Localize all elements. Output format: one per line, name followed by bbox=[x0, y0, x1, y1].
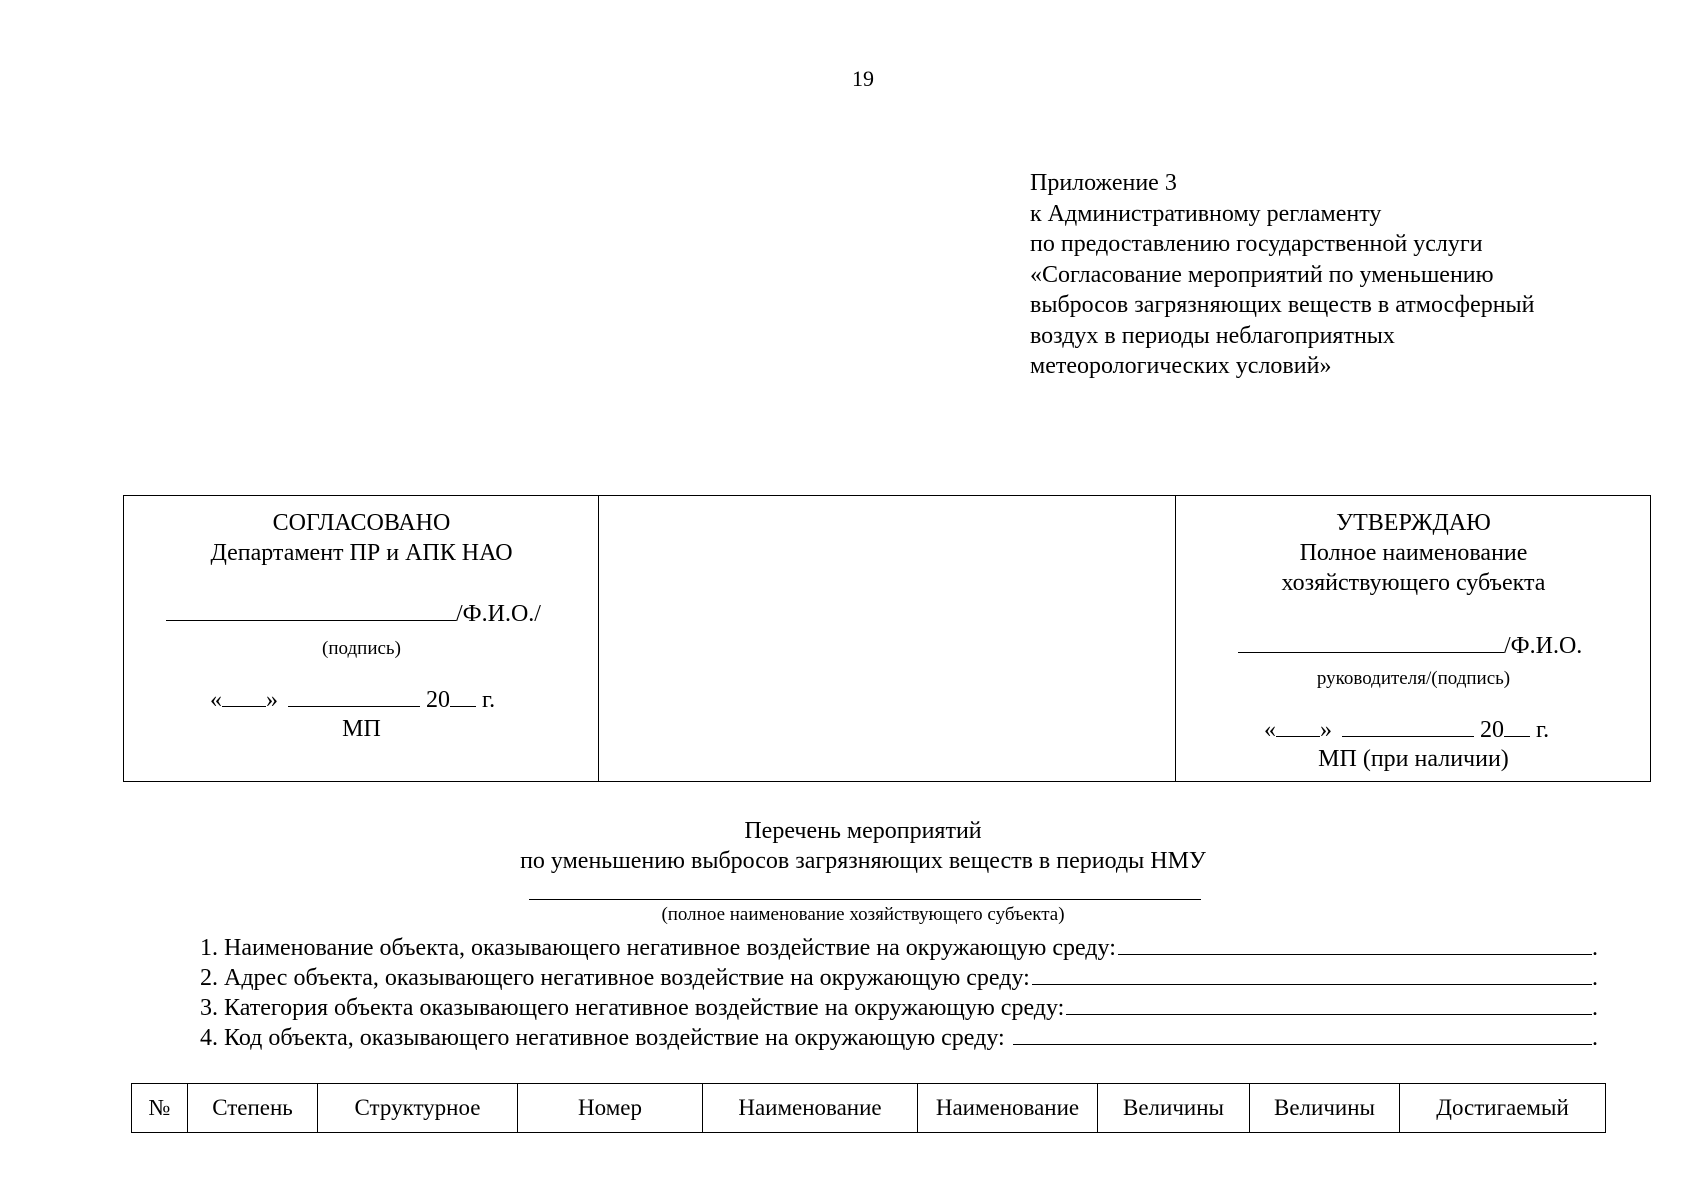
list-item bbox=[200, 932, 1600, 962]
item-label: 4. Код объекта, оказывающего негативное воздействие на окружающую среду: bbox=[200, 1025, 1005, 1051]
day-blank bbox=[222, 684, 266, 707]
approve-cell bbox=[1176, 496, 1651, 782]
agreed-signature-caption: (подпись) bbox=[322, 638, 401, 659]
page-number: 19 bbox=[852, 66, 874, 91]
measures-table bbox=[131, 1083, 1606, 1133]
year-prefix: 20 bbox=[426, 687, 450, 713]
subject-name-line bbox=[529, 899, 1201, 900]
approve-name-line1: Полное наименование bbox=[1299, 540, 1528, 566]
list-title-line2: по уменьшению выбросов загрязняющих веществ в периоды НМУ bbox=[520, 848, 1206, 874]
list-title-line1: Перечень мероприятий bbox=[744, 818, 982, 844]
table-header-cell: Наименование bbox=[918, 1084, 1098, 1133]
item-blank bbox=[1013, 1022, 1592, 1045]
agreed-signature-row bbox=[166, 598, 541, 629]
list-item bbox=[200, 962, 1600, 992]
item-end: . bbox=[1592, 995, 1598, 1021]
table-header-cell: Степень bbox=[188, 1084, 318, 1133]
list-title bbox=[0, 816, 1698, 876]
object-items bbox=[200, 932, 1600, 1052]
appendix-line: метеорологических условий» bbox=[1030, 353, 1332, 379]
agreed-title: СОГЛАСОВАНО bbox=[272, 510, 451, 536]
table-header-cell: Наименование bbox=[703, 1084, 918, 1133]
approval-table bbox=[123, 495, 1651, 782]
appendix-block bbox=[1030, 168, 1650, 382]
signature-blank bbox=[1238, 630, 1504, 653]
approve-date-row bbox=[1264, 714, 1549, 745]
table-header-cell: Структурное bbox=[318, 1084, 518, 1133]
agreed-date-row bbox=[210, 684, 495, 715]
table-header-cell: № bbox=[132, 1084, 188, 1133]
approve-signature-row bbox=[1238, 630, 1582, 661]
appendix-line: «Согласование мероприятий по уменьшению bbox=[1030, 261, 1494, 288]
item-blank bbox=[1118, 932, 1592, 955]
item-label: 2. Адрес объекта, оказывающего негативное воздействие на окружающую среду: bbox=[200, 965, 1030, 991]
item-label: 3. Категория объекта оказывающего негативное воздействие на окружающую среду: bbox=[200, 995, 1065, 1021]
item-end: . bbox=[1592, 935, 1598, 961]
agreed-fio: /Ф.И.О./ bbox=[456, 601, 541, 627]
date-open-quote: « bbox=[1264, 717, 1276, 743]
year-prefix: 20 bbox=[1480, 717, 1504, 743]
table-header-cell: Номер bbox=[518, 1084, 703, 1133]
appendix-line: к Административному регламенту bbox=[1030, 200, 1382, 227]
appendix-line: Приложение 3 bbox=[1030, 170, 1177, 196]
approve-fio: /Ф.И.О. bbox=[1504, 633, 1583, 659]
agreed-cell bbox=[124, 496, 599, 782]
approve-stamp: МП (при наличии) bbox=[1318, 746, 1509, 772]
agreed-department: Департамент ПР и АПК НАО bbox=[210, 540, 513, 566]
agreed-stamp: МП bbox=[342, 716, 381, 742]
list-item bbox=[200, 1022, 1600, 1052]
appendix-line: воздух в периоды неблагоприятных bbox=[1030, 322, 1395, 349]
date-close-quote: » bbox=[266, 687, 278, 713]
year-blank bbox=[450, 684, 476, 707]
day-blank bbox=[1276, 714, 1320, 737]
item-label: 1. Наименование объекта, оказывающего негативное воздействие на окружающую среду: bbox=[200, 935, 1116, 961]
table-header-cell: Величины bbox=[1250, 1084, 1400, 1133]
list-item bbox=[200, 992, 1600, 1022]
year-suffix: г. bbox=[482, 687, 496, 713]
year-suffix: г. bbox=[1536, 717, 1550, 743]
month-blank bbox=[288, 684, 420, 707]
appendix-line: выбросов загрязняющих веществ в атмосферный bbox=[1030, 292, 1535, 318]
item-end: . bbox=[1592, 1025, 1598, 1051]
year-blank bbox=[1504, 714, 1530, 737]
date-close-quote: » bbox=[1320, 717, 1332, 743]
appendix-line: по предоставлению государственной услуги bbox=[1030, 231, 1483, 257]
item-blank bbox=[1066, 992, 1592, 1015]
approve-signature-caption: руководителя/(подпись) bbox=[1316, 668, 1511, 689]
date-open-quote: « bbox=[210, 687, 222, 713]
item-blank bbox=[1032, 962, 1592, 985]
signature-blank bbox=[166, 598, 456, 621]
blank-cell bbox=[599, 496, 1176, 782]
month-blank bbox=[1342, 714, 1474, 737]
subject-caption: (полное наименование хозяйствующего субъекта) bbox=[661, 904, 1065, 925]
approve-title: УТВЕРЖДАЮ bbox=[1336, 510, 1491, 536]
table-header-cell: Величины bbox=[1098, 1084, 1250, 1133]
approve-name-line2: хозяйствующего субъекта bbox=[1281, 570, 1546, 596]
item-end: . bbox=[1592, 965, 1598, 991]
table-header-cell: Достигаемый bbox=[1400, 1084, 1606, 1133]
